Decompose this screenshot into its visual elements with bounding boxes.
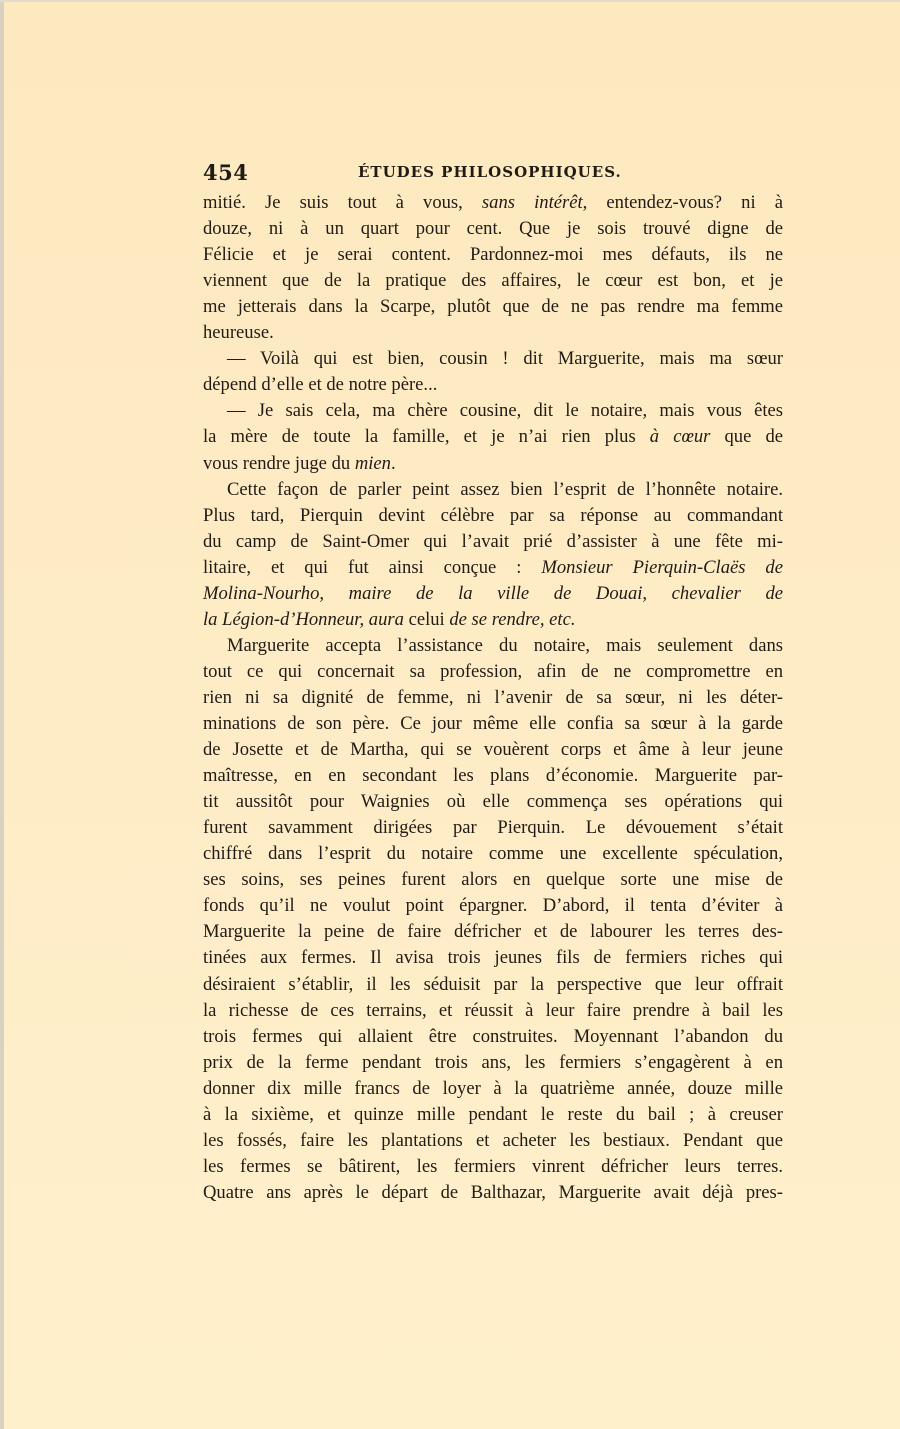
text-span: maîtresse, en en secondant les plans d’économie. Marguerite par- — [203, 765, 783, 787]
text-span: mitié. Je suis tout à vous, — [203, 192, 482, 213]
text-span: . — [390, 452, 396, 474]
text-line — [203, 737, 783, 763]
text-line — [203, 633, 783, 659]
text-span: celui — [403, 608, 450, 630]
text-span: tout ce qui concernait sa profession, afin de ne compromettre en — [203, 660, 783, 682]
text-line — [203, 815, 783, 841]
text-span: Félicie et je serai content. Pardonnez-moi mes défauts, ils ne — [203, 244, 783, 266]
text-span: tinées aux fermes. Il avisa trois jeunes fils de fermiers riches qui — [203, 947, 783, 969]
italic-text: sans intérêt — [481, 192, 583, 213]
text-span: désiraient s’établir, il les séduisit par la perspective que leur offrait — [203, 973, 783, 995]
text-span: fonds qu’il ne voulut point épargner. D’abord, il tenta d’éviter à — [203, 895, 783, 917]
text-span: du camp de Saint-Omer qui l’avait prié d’assister à une fête mi- — [203, 530, 783, 552]
text-line — [203, 242, 783, 268]
text-span: Cette façon de parler peint assez bien l’esprit de l’honnête notaire. — [227, 478, 783, 500]
text-line — [203, 867, 783, 893]
scan-edge-left — [0, 0, 4, 1429]
text-line — [203, 372, 783, 398]
text-line — [203, 1102, 783, 1128]
text-line — [203, 972, 783, 998]
text-span: à la sixième, et quinze mille pendant le reste du bail ; à creuser — [203, 1103, 783, 1125]
text-line — [203, 1154, 783, 1180]
text-span: dépend d’elle et de notre père... — [203, 374, 438, 396]
text-span: vous rendre juge du — [203, 452, 355, 474]
page-number: 454 — [203, 160, 249, 185]
text-line — [203, 268, 783, 294]
text-line — [203, 529, 783, 555]
text-line — [203, 294, 783, 320]
italic-text: à cœur — [649, 426, 711, 448]
text-line — [203, 893, 783, 919]
text-line — [203, 841, 783, 867]
text-line — [203, 789, 783, 815]
scan-edge-top — [0, 0, 900, 2]
text-line — [203, 1076, 783, 1102]
text-line — [203, 998, 783, 1024]
text-span: furent savamment dirigées par Pierquin. Le dévouement s’était — [203, 817, 783, 839]
text-span: rien ni sa dignité de femme, ni l’avenir de sa sœur, ni les déter- — [203, 686, 783, 708]
text-span: , entendez-vous? ni à — [582, 192, 783, 213]
text-line — [203, 607, 783, 633]
text-line — [203, 424, 783, 450]
text-line — [203, 685, 783, 711]
text-span: ses soins, ses peines furent alors en quelque sorte une mise de — [203, 869, 783, 891]
text-line — [203, 555, 783, 581]
text-line — [203, 216, 783, 242]
text-span: donner dix mille francs de loyer à la quatrième année, douze mille — [203, 1077, 783, 1099]
text-span: Plus tard, Pierquin devint célèbre par sa réponse au commandant — [203, 504, 783, 526]
text-span: douze, ni à un quart pour cent. Que je sois trouvé digne de — [203, 218, 783, 240]
text-span: minations de son père. Ce jour même elle confia sa sœur à la garde — [203, 713, 783, 734]
text-line — [203, 763, 783, 789]
text-span: Quatre ans après le départ de Balthazar, Marguerite avait déjà pres- — [203, 1181, 783, 1203]
running-title: ÉTUDES PHILOSOPHIQUES. — [358, 163, 622, 181]
text-span: tit aussitôt pour Waignies où elle commença ses opérations qui — [203, 791, 783, 813]
text-line — [203, 581, 783, 607]
italic-text: de se rendre, etc. — [449, 608, 576, 630]
text-span: Marguerite accepta l’assistance du notaire, mais seulement dans — [227, 634, 783, 656]
text-span: prix de la ferme pendant trois ans, les fermiers s’engagèrent à en — [203, 1051, 783, 1073]
italic-text: mien — [354, 452, 391, 474]
text-line — [203, 1180, 783, 1206]
text-span: Marguerite la peine de faire défricher et de labourer les terres des- — [203, 921, 783, 943]
text-line — [203, 1050, 783, 1076]
text-span: la richesse de ces terrains, et réussit à leur faire prendre à bail les — [203, 999, 783, 1021]
text-line — [203, 503, 783, 529]
text-line — [203, 190, 783, 216]
italic-text: Monsieur Pierquin-Claës de — [541, 556, 783, 578]
italic-text: la Légion-d’Honneur, aura — [203, 608, 404, 630]
text-line — [203, 1128, 783, 1154]
text-span: viennent que de la pratique des affaires, le cœur est bon, et je — [203, 270, 783, 292]
text-line — [203, 477, 783, 503]
text-span: litaire, et qui fut ainsi conçue : — [203, 556, 542, 578]
page-header — [203, 160, 783, 188]
text-span: — Voilà qui est bien, cousin ! dit Marguerite, mais ma sœur — [227, 348, 783, 370]
text-line — [203, 919, 783, 945]
text-line — [203, 320, 783, 346]
text-span: de Josette et de Martha, qui se vouèrent corps et âme à leur jeune — [203, 739, 783, 761]
text-span: me jetterais dans la Scarpe, plutôt que de ne pas rendre ma femme — [203, 296, 783, 318]
text-span: les fermes se bâtirent, les fermiers vinrent défricher leurs terres. — [203, 1155, 783, 1177]
text-span: trois fermes qui allaient être construites. Moyennant l’abandon du — [203, 1025, 783, 1047]
italic-text: Molina-Nourho, maire de la ville de Douai, chevalier de — [203, 582, 783, 604]
text-span: heureuse. — [203, 322, 274, 344]
text-span: les fossés, faire les plantations et acheter les bestiaux. Pendant que — [203, 1129, 783, 1151]
text-span: — Je sais cela, ma chère cousine, dit le notaire, mais vous êtes — [227, 400, 783, 422]
text-line — [203, 1024, 783, 1050]
text-line — [203, 711, 783, 737]
text-span: que de — [710, 426, 783, 448]
text-line — [203, 346, 783, 372]
text-span: chiffré dans l’esprit du notaire comme une excellente spéculation, — [203, 843, 783, 865]
text-span: la mère de toute la famille, et je n’ai rien plus — [203, 426, 650, 448]
text-line — [203, 945, 783, 971]
text-line — [203, 659, 783, 685]
text-line — [203, 398, 783, 424]
text-line — [203, 451, 783, 477]
